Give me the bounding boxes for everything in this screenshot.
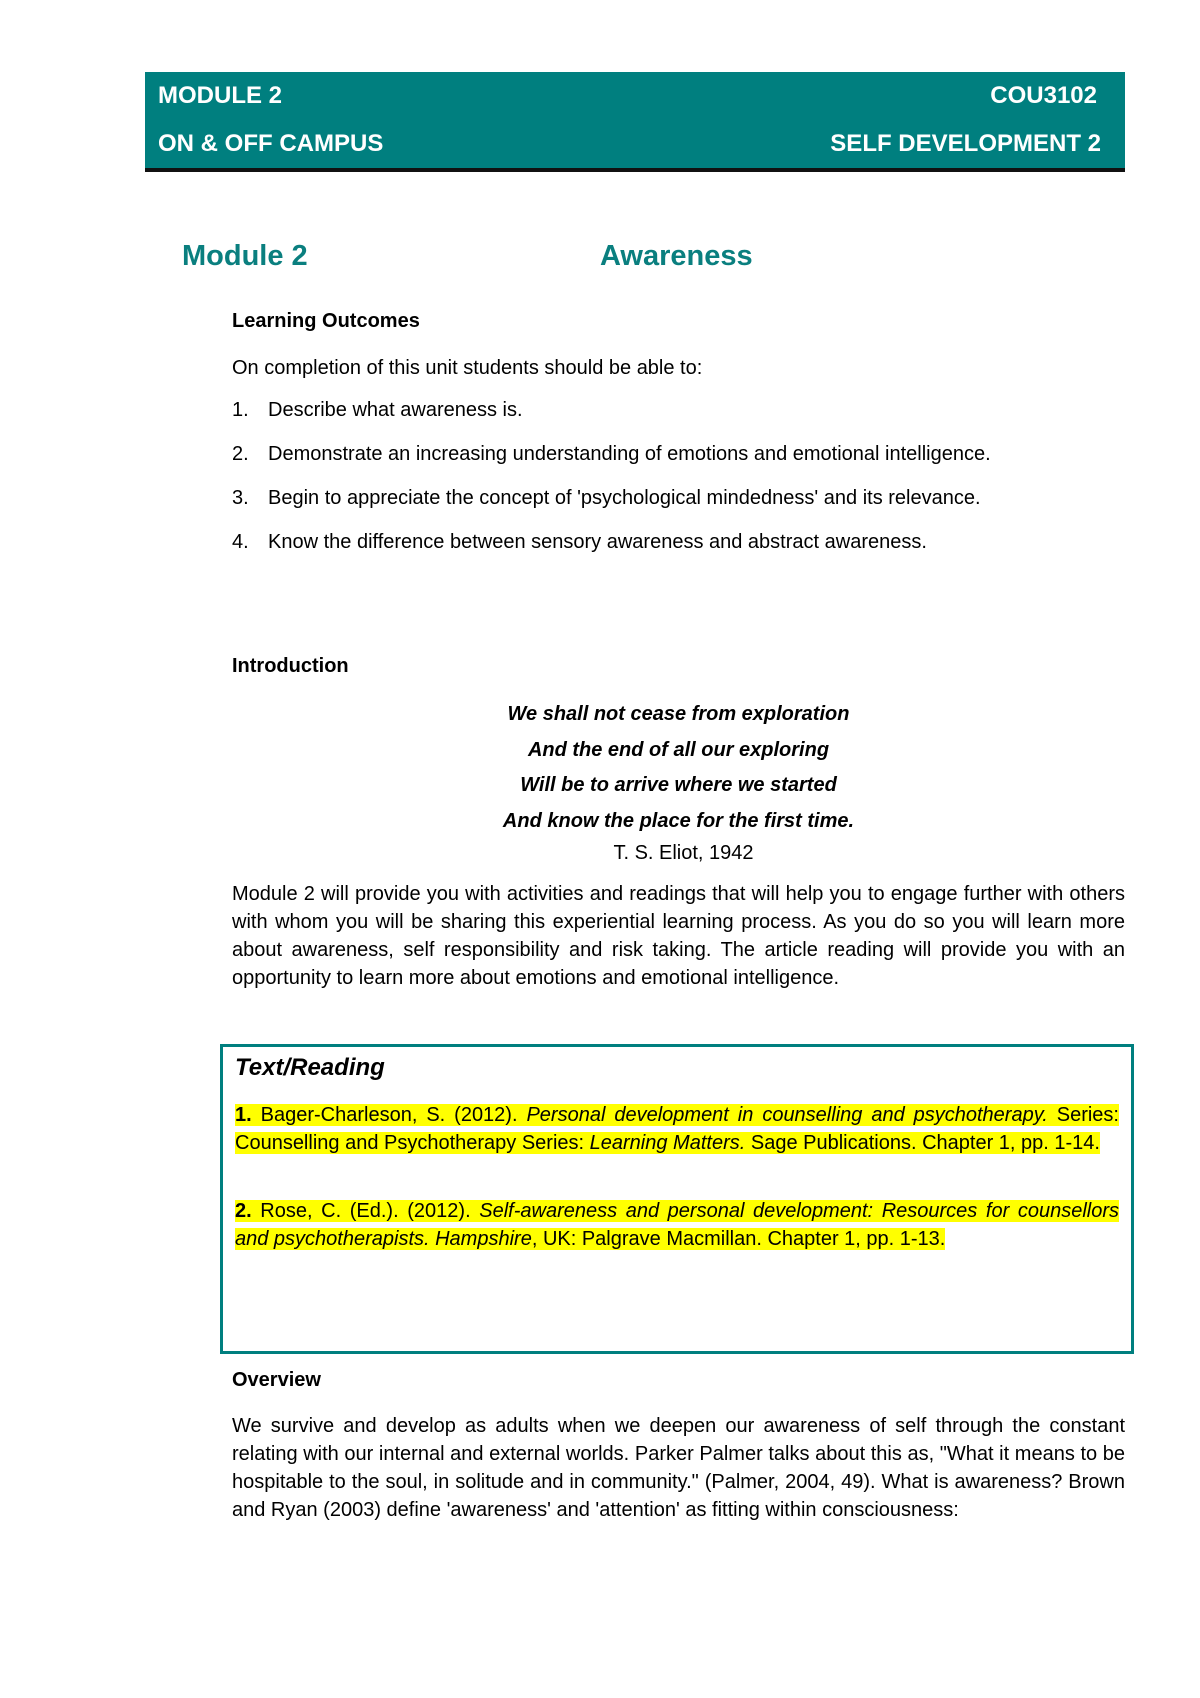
learning-outcomes-intro: On completion of this unit students should be able to:	[232, 357, 703, 379]
learning-outcomes-heading: Learning Outcomes	[232, 310, 420, 332]
list-item: 4. Know the difference between sensory awareness and abstract awareness.	[232, 531, 927, 553]
overview-heading: Overview	[232, 1369, 321, 1391]
reading-reference-2-highlight: 2. Rose, C. (Ed.). (2012). Self-awareness and personal development: Resources for counsellors and psychotherapists. Hampshire, UK: Palgrave Macmillan. Chapter 1, pp. 1-13.	[235, 1200, 1120, 1250]
text-reading-box	[220, 1044, 1134, 1354]
unit-title: SELF DEVELOPMENT 2	[830, 130, 1101, 157]
poem-line: Will be to arrive where we started	[520, 774, 837, 796]
reading-heading: Text/Reading	[235, 1054, 385, 1081]
reading-reference-1	[235, 1101, 1119, 1157]
document-header	[145, 72, 1125, 172]
list-item: 1. Describe what awareness is.	[232, 399, 523, 421]
campus-label: ON & OFF CAMPUS	[158, 130, 384, 157]
course-code: COU3102	[990, 82, 1097, 109]
list-item: 3. Begin to appreciate the concept of 'psychological mindedness' and its relevance.	[232, 487, 981, 509]
list-item: 2. Demonstrate an increasing understanding of emotions and emotional intelligence.	[232, 443, 991, 465]
reading-reference-1-highlight: 1. Bager-Charleson, S. (2012). Personal development in counselling and psychotherapy. Series: Counselling and Psychotherapy Series: Learning Matters. Sage Publications. Chapter 1, pp. 1-14.	[235, 1104, 1119, 1154]
introduction-heading: Introduction	[232, 655, 349, 677]
module-topic: Awareness	[600, 240, 753, 272]
module-title: Module 2	[182, 240, 308, 272]
poem-line: And know the place for the first time.	[502, 809, 855, 832]
learning-outcomes-list	[232, 396, 1125, 572]
poem-quote	[232, 697, 1125, 867]
poem-line: We shall not cease from exploration	[507, 703, 850, 725]
overview-paragraph: We survive and develop as adults when we deepen our awareness of self through the constant relating with our internal and external worlds. Parker Palmer talks about this as, "What it means to be hospitable to the soul, in solitude and in community." (Palmer, 2004, 49). What is awareness? Brown and Ryan (2003) define 'awareness' and 'attention' as fitting within consciousness:	[232, 1415, 1125, 1521]
introduction-paragraph: Module 2 will provide you with activities and readings that will help you to engage further with others with whom you will be sharing this experiential learning process. As you do so you will learn more about awareness, self responsibility and risk taking. The article reading will provide you with an opportunity to learn more about emotions and emotional intelligence.	[232, 883, 1125, 989]
reading-reference-2	[235, 1197, 1119, 1253]
poem-line: And the end of all our exploring	[527, 738, 830, 761]
module-label: MODULE 2	[158, 82, 283, 109]
poem-author: T. S. Eliot, 1942	[613, 842, 754, 864]
